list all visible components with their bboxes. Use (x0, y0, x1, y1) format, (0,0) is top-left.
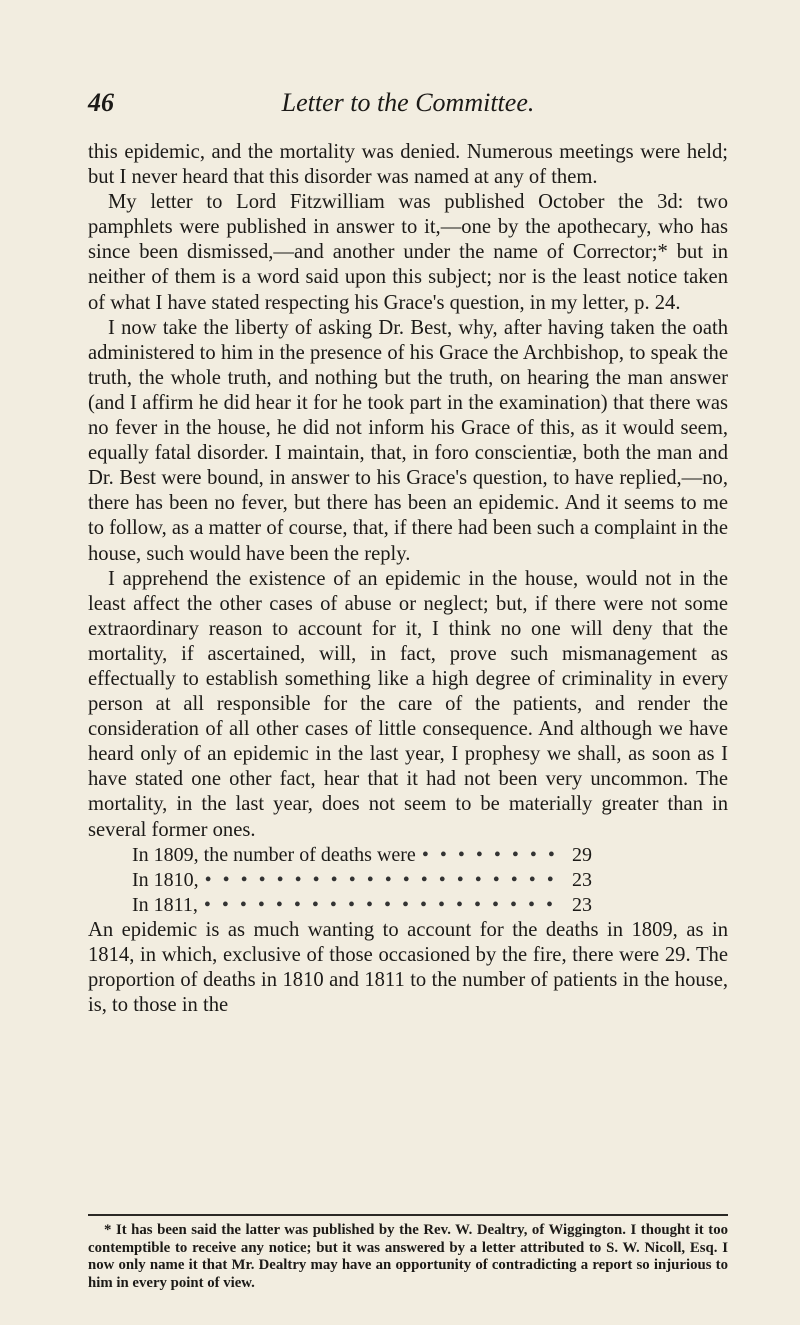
deaths-year: In 1809, the number of deaths were (132, 843, 416, 866)
deaths-row (132, 868, 592, 893)
footnote-rule (88, 1214, 728, 1216)
paragraph: this epidemic, and the mortality was denied. Numerous meetings were held; but I never heard that this disorder was named at any of them. (88, 141, 728, 189)
deaths-row (132, 893, 592, 918)
deaths-table (132, 843, 728, 918)
leader-dots (199, 868, 562, 893)
paragraph: An epidemic is as much wanting to account for the deaths in 1809, as in 1814, in which, exclusive of those occasioned by the fire, there were 29. The proportion of deaths in 1810 and 1811 to the number of patients in the house, is, to those in the (88, 918, 728, 1016)
paragraph: I apprehend the existence of an epidemic in the house, would not in the least affect the other cases of abuse or neglect; but, if there were not some extraordinary reason to account for it, I think no one will deny that the mortality, if ascertained, will, in fact, prove such mismanagement as effectually to establish something like a high degree of criminality in every person at all responsible for the care of the patients, and render the consideration of all other cases of little consequence. And although we have heard only of an epidemic in the last year, I prophesy we shall, as soon as I have stated one other fact, hear that it had not been very uncommon. The mortality, in the last year, does not seem to be materially greater than in several former ones. (88, 567, 728, 841)
running-head: Letter to the Committee. (281, 88, 535, 117)
footnote-text: * It has been said the latter was published by the Rev. W. Dealtry, of Wiggington. I thought it too contemptible to receive any notice; but it was answered by a letter attributed to S. W. Nicoll, Esq. I now only name it that Mr. Dealtry may have an opportunity of contradicting a report so injurious to him in every point of view. (88, 1222, 728, 1291)
body-text (88, 140, 728, 1018)
footnote (88, 1222, 728, 1292)
deaths-count: 29 (572, 843, 592, 866)
deaths-year: In 1811, (132, 893, 198, 916)
deaths-count: 23 (572, 868, 592, 891)
page-number: 46 (88, 88, 114, 117)
page-header (88, 88, 728, 128)
deaths-year: In 1810, (132, 868, 199, 891)
leader-dots (416, 843, 562, 868)
paragraph: My letter to Lord Fitzwilliam was published October the 3d: two pamphlets were published in answer to it,—one by the apothecary, who has since been dismissed,—and another under the name of Corrector;* but in neither of them is a word said upon this subject; nor is the least notice taken of what I have stated respecting his Grace's question, in my letter, p. 24. (88, 191, 728, 314)
deaths-count: 23 (572, 893, 592, 916)
leader-dots (198, 893, 562, 918)
deaths-row (132, 843, 592, 868)
paragraph: I now take the liberty of asking Dr. Best, why, after having taken the oath administered to him in the presence of his Grace the Archbishop, to speak the truth, the whole truth, and nothing but the truth, on hearing the man answer (and I affirm he did hear it for he took part in the examination) that there was no fever in the house, he did not inform his Grace of this, as it would seem, equally fatal disorder. I maintain, that, in foro conscientiæ, both the man and Dr. Best were bound, in answer to his Grace's question, to have replied,—no, there has been no fever, but there has been an epidemic. And it seems to me to follow, as a matter of course, that, if there had been such a complaint in the house, such would have been the reply. (88, 316, 728, 565)
